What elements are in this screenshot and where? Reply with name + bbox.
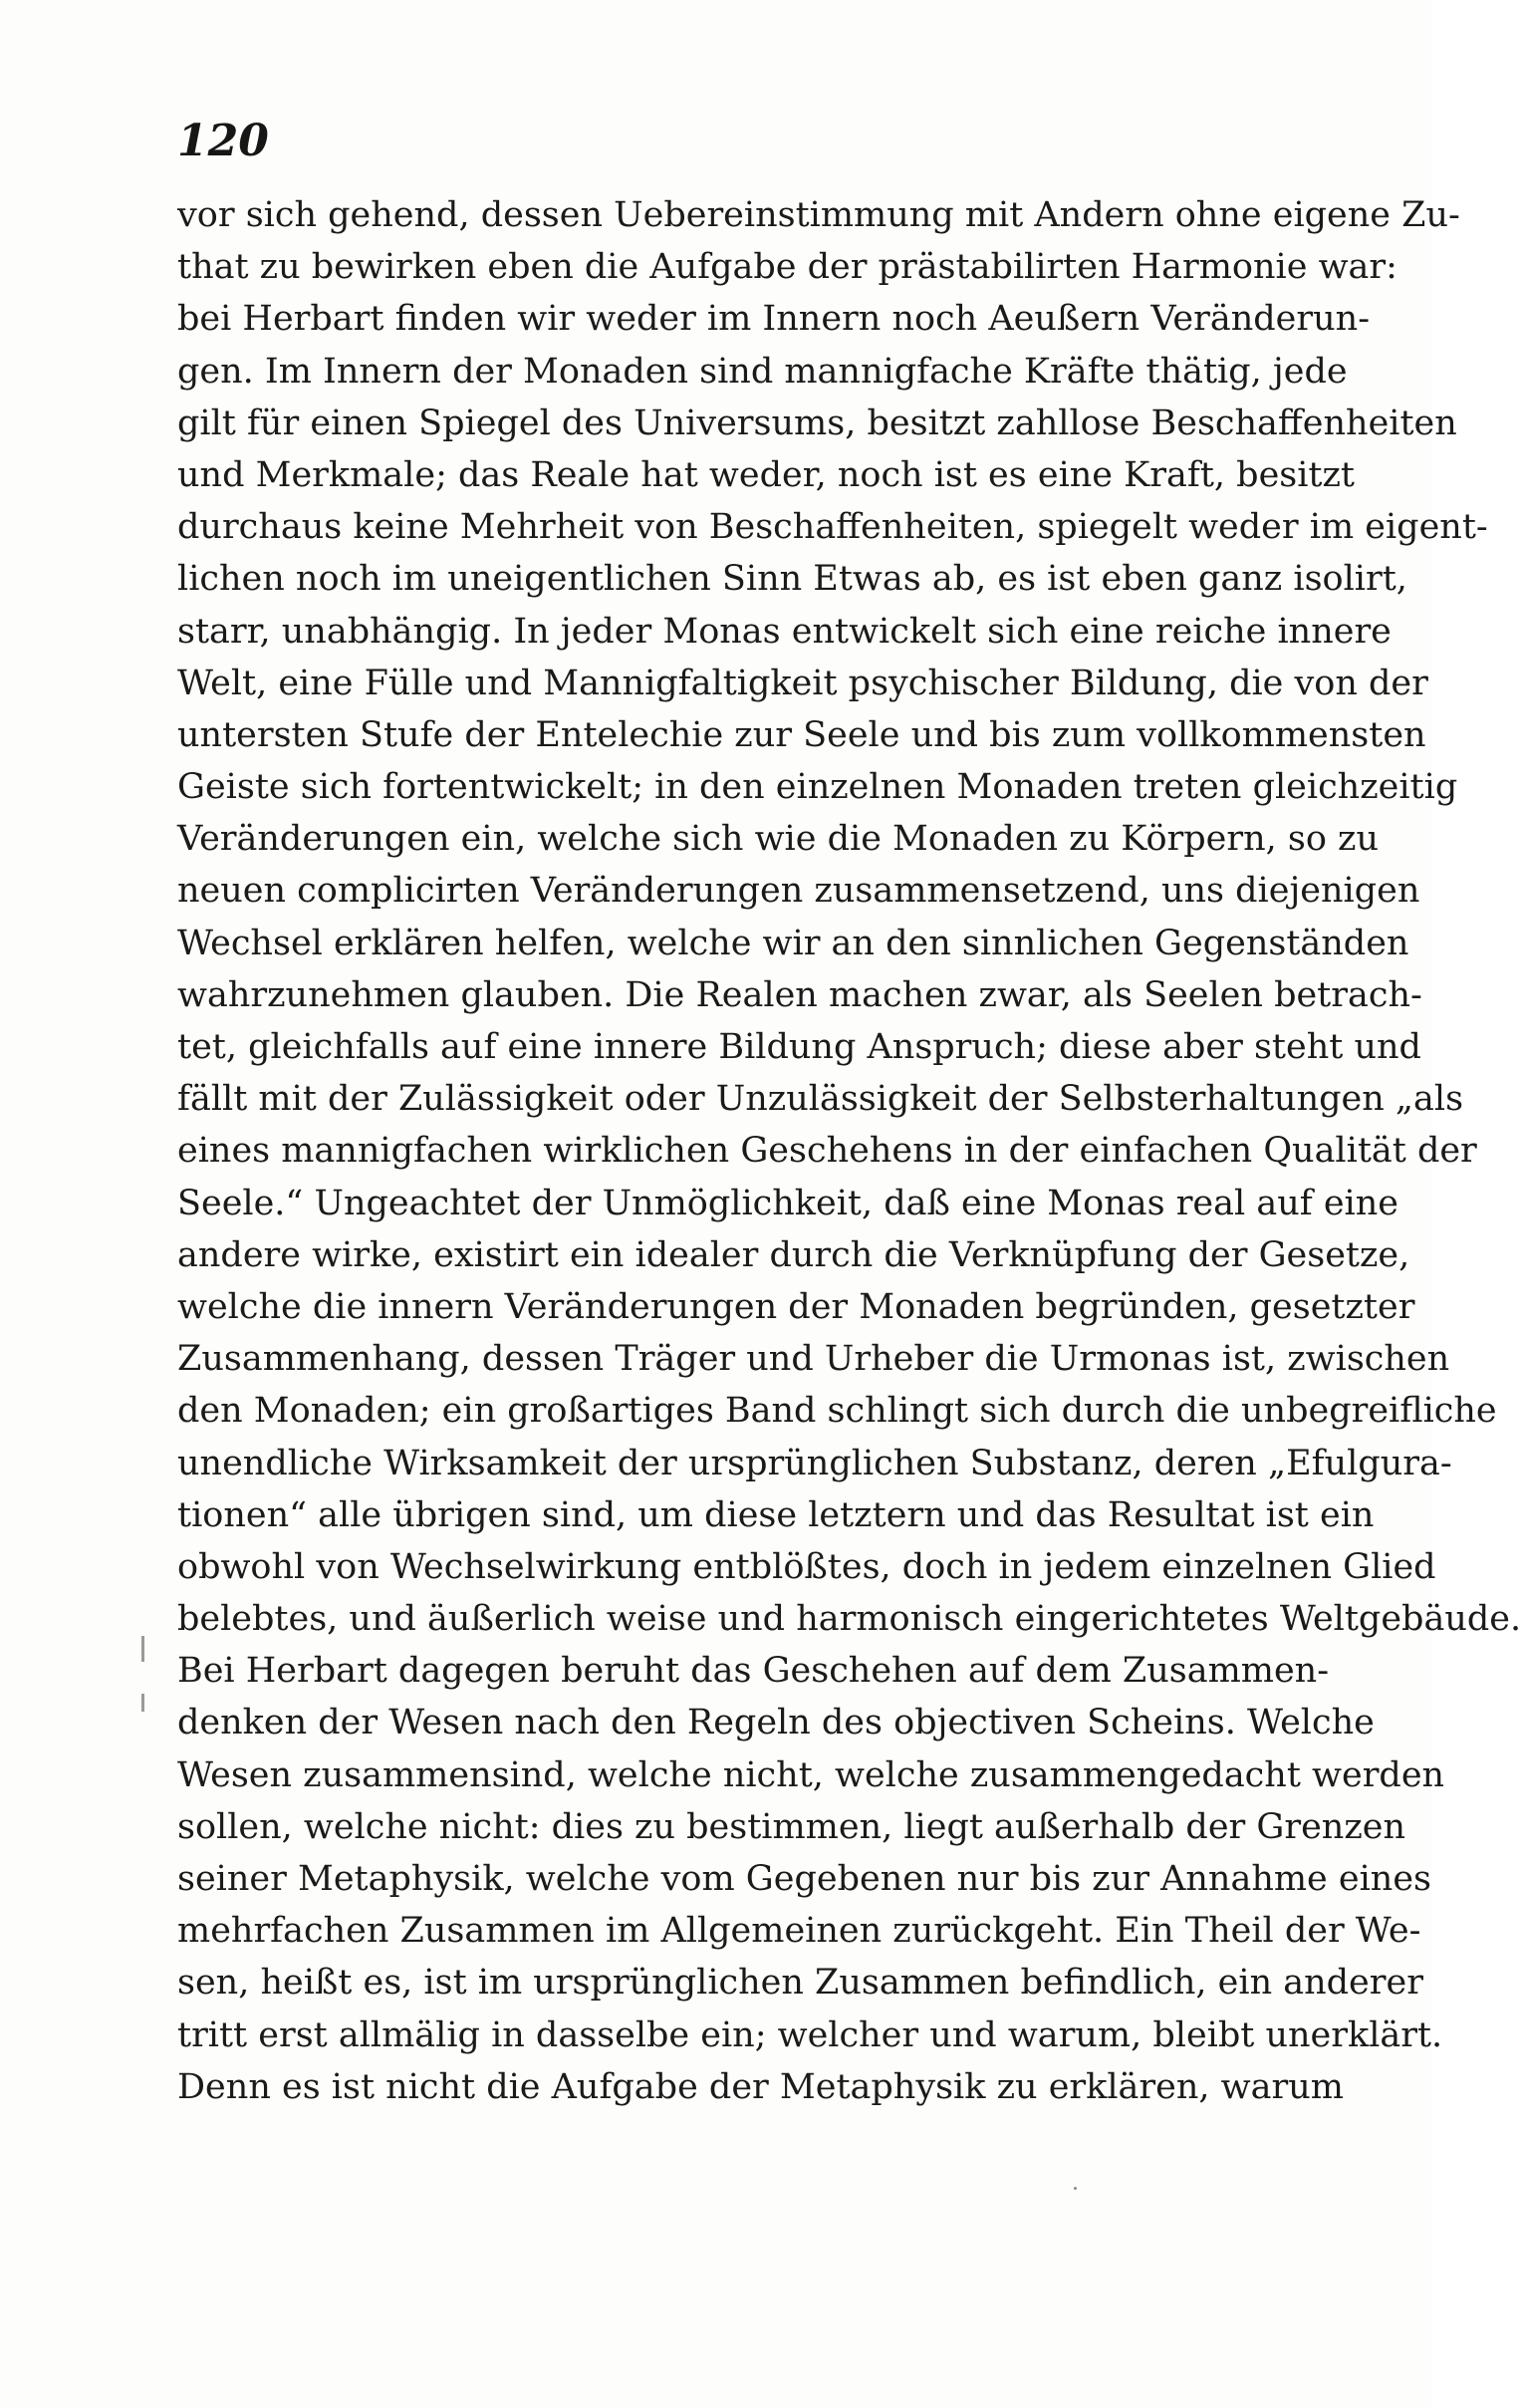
text-line: seiner Metaphysik, welche vom Gegebenen nur bis zur Annahme eines xyxy=(177,1859,1432,1899)
text-line: gen. Im Innern der Monaden sind mannigfache Kräfte thätig, jede xyxy=(177,351,1348,392)
text-line: durchaus keine Mehrheit von Beschaffenheiten, spiegelt weder im eigent- xyxy=(177,507,1488,548)
text-line: unendliche Wirksamkeit der ursprünglichen Substanz, deren „Efulgura- xyxy=(177,1443,1452,1483)
text-line: Veränderungen ein, welche sich wie die Monaden zu Körpern, so zu xyxy=(177,819,1380,860)
text-line: lichen noch im uneigentlichen Sinn Etwas ab, es ist eben ganz isolirt, xyxy=(177,559,1407,600)
text-line: tritt erst allmälig in dasselbe ein; welcher und warum, bleibt unerklärt. xyxy=(177,2014,1443,2055)
text-line: tionen“ alle übrigen sind, um diese letztern und das Resultat ist ein xyxy=(177,1494,1375,1535)
margin-mark xyxy=(141,1694,144,1712)
text-line: andere wirke, existirt ein idealer durch die Verknüpfung der Gesetze, xyxy=(177,1234,1410,1275)
text-line: fällt mit der Zulässigkeit oder Unzulässigkeit der Selbsterhaltungen „als xyxy=(177,1079,1464,1120)
text-line: wahrzunehmen glauben. Die Realen machen zwar, als Seelen betrach- xyxy=(177,974,1422,1015)
text-line: starr, unabhängig. In jeder Monas entwickelt sich eine reiche innere xyxy=(177,611,1392,652)
text-line: Geiste sich fortentwickelt; in den einzelnen Monaden treten gleichzeitig xyxy=(177,767,1458,808)
margin-mark xyxy=(141,1636,144,1662)
text-line: gilt für einen Spiegel des Universums, besitzt zahllose Beschaffenheiten xyxy=(177,402,1457,443)
paper-speck xyxy=(1074,2187,1077,2190)
text-line: denken der Wesen nach den Regeln des objectiven Scheins. Welche xyxy=(177,1703,1375,1743)
text-line: mehrfachen Zusammen im Allgemeinen zurückgeht. Ein Theil der We- xyxy=(177,1911,1421,1952)
text-line: bei Herbart finden wir weder im Innern noch Aeußern Veränderun- xyxy=(177,299,1371,340)
text-line: neuen complicirten Veränderungen zusammensetzend, uns diejenigen xyxy=(177,871,1420,912)
text-line: Wechsel erklären helfen, welche wir an den sinnlichen Gegenständen xyxy=(177,923,1409,963)
text-line: obwohl von Wechselwirkung entblößtes, doch in jedem einzelnen Glied xyxy=(177,1546,1436,1587)
text-line: Denn es ist nicht die Aufgabe der Metaphysik zu erklären, warum xyxy=(177,2066,1344,2107)
body-text xyxy=(177,189,1521,2113)
text-line: Welt, eine Fülle und Mannigfaltigkeit psychischer Bildung, die von der xyxy=(177,663,1428,703)
text-line: Seele.“ Ungeachtet der Unmöglichkeit, daß eine Monas real auf eine xyxy=(177,1183,1398,1223)
text-line: Wesen zusammensind, welche nicht, welche zusammengedacht werden xyxy=(177,1754,1445,1795)
text-line: welche die innern Veränderungen der Monaden begründen, gesetzter xyxy=(177,1286,1415,1327)
text-line: tet, gleichfalls auf eine innere Bildung Anspruch; diese aber steht und xyxy=(177,1027,1421,1067)
page-number: 120 xyxy=(177,116,269,166)
text-line: sen, heißt es, ist im ursprünglichen Zusammen befindlich, ein anderer xyxy=(177,1963,1423,2004)
text-line: sollen, welche nicht: dies zu bestimmen, liegt außerhalb der Grenzen xyxy=(177,1806,1406,1847)
text-line: untersten Stufe der Entelechie zur Seele und bis zum vollkommensten xyxy=(177,714,1426,755)
text-line: that zu bewirken eben die Aufgabe der prästabilirten Harmonie war: xyxy=(177,247,1397,288)
text-line: belebtes, und äußerlich weise und harmonisch eingerichtetes Weltgebäude. xyxy=(177,1599,1521,1640)
text-line: Bei Herbart dagegen beruht das Geschehen auf dem Zusammen- xyxy=(177,1651,1330,1692)
text-line: und Merkmale; das Reale hat weder, noch ist es eine Kraft, besitzt xyxy=(177,454,1356,495)
text-line: vor sich gehend, dessen Uebereinstimmung mit Andern ohne eigene Zu- xyxy=(177,195,1460,235)
text-line: Zusammenhang, dessen Träger und Urheber die Urmonas ist, zwischen xyxy=(177,1339,1450,1380)
text-line: eines mannigfachen wirklichen Geschehens in der einfachen Qualität der xyxy=(177,1131,1477,1172)
text-line: den Monaden; ein großartiges Band schlingt sich durch die unbegreifliche xyxy=(177,1391,1497,1432)
